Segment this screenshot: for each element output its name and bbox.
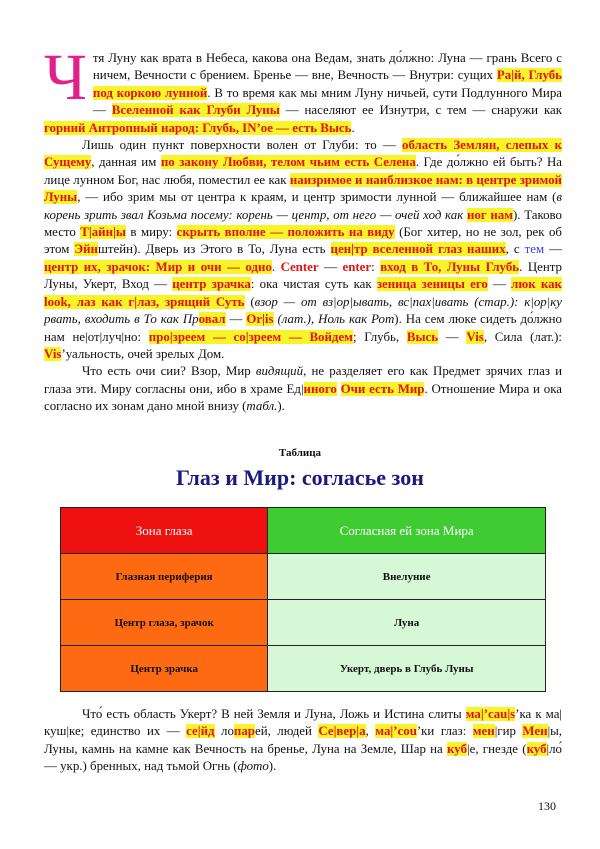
text-run: в миру: — [125, 225, 177, 240]
text-run: . Отношение Мира и ока согласно их зонам дано мной внизу ( — [44, 381, 562, 414]
text-run: ло — [214, 724, 234, 739]
text-run: Что есть очи сии? Взор, Мир — [82, 364, 256, 379]
text-run-hl: Or|is — [246, 312, 274, 327]
text-run-hl: наизримое и наиблизкое нам: в центре зримой Луны — [44, 172, 562, 205]
text-run: ). — [268, 759, 277, 774]
text-run-hl: по закону Любви, телом чьим есть Селена — [160, 155, 416, 170]
text-run-ital: фото — [237, 759, 269, 774]
header-world-zone: Согласная ей зона Мира — [268, 508, 546, 554]
text-run-hl: Эйн — [74, 242, 98, 257]
text-run: Что́ есть область Укерт? В ней Земля и Луна, Ложь и Истина слиты — [82, 707, 466, 721]
text-run: ’ки глаз: — [416, 724, 473, 739]
text-run-hl: центр зрачка — [172, 277, 251, 292]
text-run-ital: (лат.), Ноль как Рот — [273, 312, 395, 327]
table-row — [61, 554, 546, 600]
text-run-hl: Vis — [44, 346, 62, 361]
text-run-hl: куб — [526, 741, 547, 756]
text-run-hl: пар — [233, 724, 255, 739]
text-run: — — [544, 242, 562, 257]
text-run: ( — [244, 294, 255, 309]
text-run: . — [271, 259, 281, 274]
text-run: ей, людей — [254, 724, 319, 739]
text-run: , не разделяет его как Предмет зрячих глаз и глаза эти. Миру согласны они, ибо в храме Ед| — [44, 364, 562, 396]
text-run-hl: горний Антропный народ: Глубь, IN’ое — есть Высь — [44, 120, 352, 135]
text-run: |ло́ — укр.) бренных, над тьмой Огнь ( — [44, 741, 562, 774]
table-row — [61, 600, 546, 646]
paragraph-3 — [44, 363, 562, 415]
eye-zone-cell: Центр глаза, зрачок — [61, 600, 268, 646]
text-run: штейн). Дверь из Этого в То, Луна есть — [97, 242, 331, 257]
table-row — [61, 646, 546, 692]
text-run-hl: про|зреем — со|зреем — Войдем — [148, 329, 353, 344]
page-number: 130 — [538, 799, 556, 813]
paragraph-2 — [44, 137, 562, 363]
world-zone-cell: Луна — [268, 600, 546, 646]
text-run-hl: Вселенной как Глуби Луны — [111, 103, 280, 118]
text-run-hl: центр их, зрачок: Мир и очи — одно — [44, 259, 272, 274]
text-run-hl: ног нам — [466, 207, 514, 222]
text-run-ital: табл. — [246, 399, 278, 414]
text-run: ). — [277, 399, 285, 414]
text-run-hl: Очи есть Мир — [340, 381, 425, 396]
eye-zone-cell: Центр зрачка — [61, 646, 268, 692]
text-run: , — ибо зрим мы от центра к краям, и центр зримости лунной — ближайшее нам ( — [77, 190, 557, 205]
text-run-hl: овал — [198, 312, 226, 327]
text-run: ’ка к ма|куш|ке; единство их — — [44, 707, 562, 739]
text-run: — — [438, 329, 467, 344]
text-run-hl: Vis — [466, 329, 484, 344]
closing-text — [44, 706, 562, 776]
text-run: — — [318, 259, 343, 274]
text-run-hl: иного — [303, 381, 337, 396]
text-run-hl: ма|’cau|s — [465, 707, 516, 721]
text-run: — населяют ее Изнутри, с тем — снаружи как — [279, 103, 562, 118]
text-run: . — [351, 120, 355, 135]
text-run-hl: область Землян, слепых к Сущему — [44, 138, 562, 170]
text-run-red: Center — [280, 259, 319, 274]
text-run: — — [487, 277, 512, 292]
text-run: ; Глубь, — [352, 329, 407, 344]
text-run: : — [371, 259, 381, 274]
text-run-ital: в корень зрить звал Козьма посему: корень — центр, от него — очей ход как — [44, 190, 562, 222]
text-run: (Бог хитер, но не зол, рек об этом — [44, 225, 562, 257]
text-run-hl: се|йд — [186, 724, 215, 739]
table-label: Таблица — [278, 447, 322, 459]
text-run: тя Луну как врата в Небеса, какова она Ведам, знать до́лжно: Луна — грань Всего с ничем, Вечности с брением. Бренье — вне, Вечность — Внутри: сущих — [92, 51, 562, 83]
text-run: . Где до́лжно ей быть? На лице лунном Бог, нас любя, поместил ее как — [44, 155, 562, 187]
text-run: , — [365, 724, 376, 739]
eye-zone-cell: Глазная периферия — [61, 554, 268, 600]
text-run: |ы, Луны, камнь на камне как Вечность на бренье, Луна на Земле, Шар на — [44, 724, 563, 756]
text-run-hl: скрыть вполне — положить на виду — [176, 225, 395, 240]
text-run-hl: куб — [447, 741, 468, 756]
world-zone-cell: Внелуние — [268, 554, 546, 600]
text-run: . Центр Луны, Укерт, Вход — — [44, 259, 562, 292]
text-run: ’уальность, очей зрелых Дом. — [61, 346, 225, 361]
paragraph-4 — [44, 706, 562, 776]
table-header-row — [61, 508, 546, 554]
text-run-hl: Се|вер|а — [318, 724, 366, 739]
text-run-red: enter — [342, 259, 372, 274]
text-run: , с — [505, 242, 525, 257]
text-run-hl: вход в То, Луны Глубь — [380, 259, 520, 274]
text-run: — — [225, 312, 247, 327]
main-text — [44, 41, 563, 416]
text-run-ital: видящий — [255, 364, 304, 379]
text-run-hl: мен — [472, 724, 495, 739]
paragraph-1 — [44, 41, 563, 137]
world-zone-cell: Укерт, дверь в Глубь Луны — [268, 646, 546, 692]
text-run: |е, гнезде ( — [467, 741, 527, 756]
text-run: Лишь один пункт поверхности волен от Глуби: то — — [82, 138, 402, 153]
text-run-hl: Ра|й, Глубь под коркою лунной — [92, 68, 562, 100]
text-run: |гир — [494, 724, 523, 739]
table-title: Глаз и Мир: согласье зон — [176, 465, 424, 490]
text-run-hl: ма|’cou — [375, 724, 417, 739]
text-run-hl: цен|тр вселенной глаз наших — [330, 242, 506, 257]
text-run-blue: тем — [524, 242, 545, 257]
text-run-ital: взор — от вз|ор|ывать, вс|пах|ивать (стар.): к|ор|ку рвать, входить в То как Пр — [44, 294, 563, 327]
text-run: , Сила (лат.): — [483, 329, 562, 344]
zones-table — [60, 507, 546, 692]
text-run-hl: зеница зеницы его — [376, 277, 488, 292]
text-run-hl: Высь — [406, 329, 439, 344]
header-eye-zone: Зона глаза — [61, 508, 268, 554]
text-run: : ока чистая суть как — [250, 277, 377, 292]
text-run-hl: люк как look, лаз как г|лаз, зрящий Суть — [44, 277, 562, 309]
text-run-hl: Т|айн|ы — [80, 225, 126, 240]
text-run: ). На сем люке сидеть до́лжно нам не|от|луч|но: — [44, 312, 562, 344]
drop-cap-letter: Ч — [44, 41, 87, 114]
text-run: , данная им — [91, 155, 161, 170]
text-run-hl: Мен — [522, 724, 548, 739]
text-run: ). Таково место — [44, 207, 562, 240]
text-run: . В то время как мы мним Луну ничьей, сути Подлунного Мира — — [92, 85, 563, 118]
